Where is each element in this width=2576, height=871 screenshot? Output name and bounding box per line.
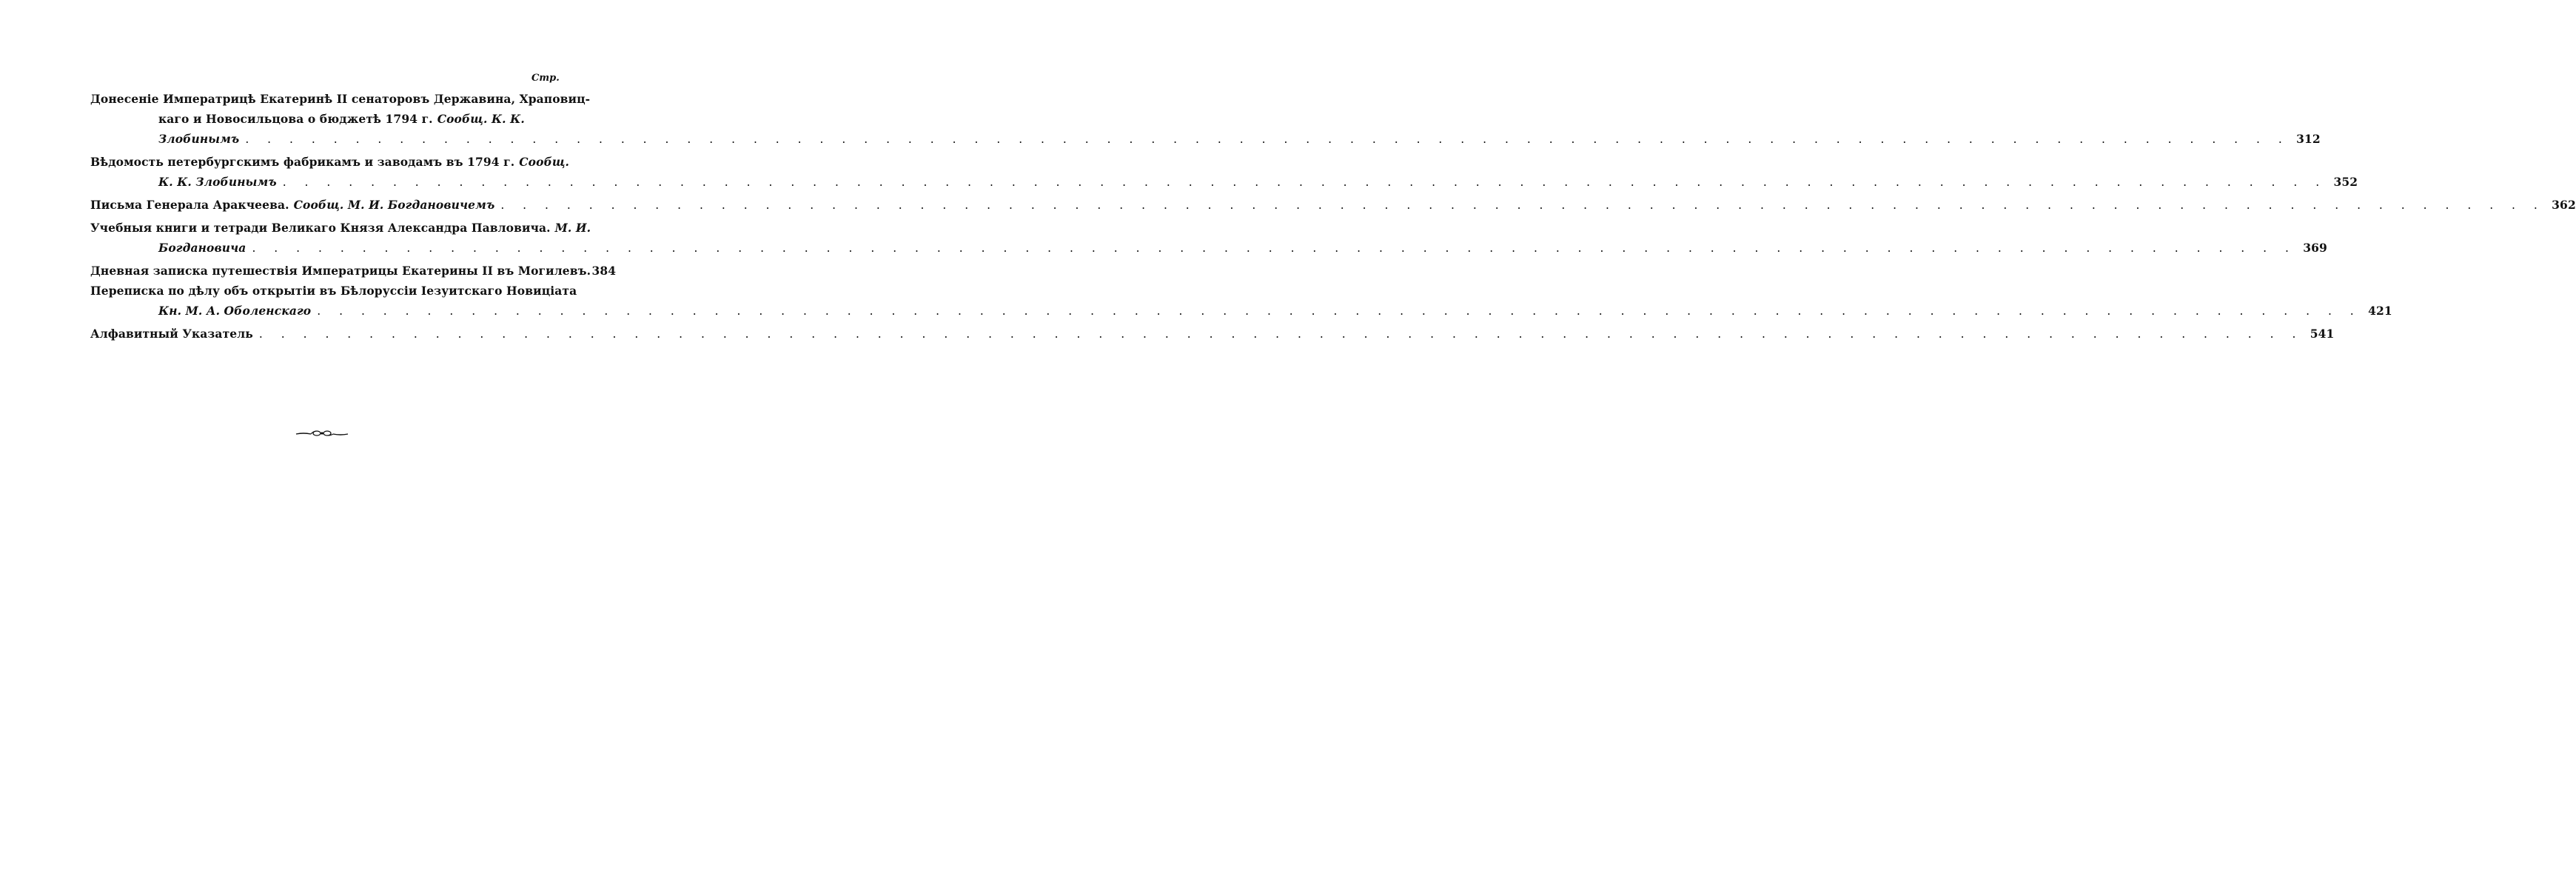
entry-source: Сообщ. М. И. Богдановичемъ	[293, 198, 495, 212]
dot-leader	[317, 301, 2361, 321]
entry-source: Злобинымъ	[158, 132, 240, 146]
entry-page-number: 312	[2296, 132, 2321, 146]
entry-source: Кн. М. А. Оболенскаго	[158, 304, 312, 318]
toc-line	[90, 324, 2335, 344]
dot-leader	[252, 238, 2296, 258]
toc-line	[90, 238, 2327, 258]
toc-line	[90, 195, 2576, 215]
entry-source: Сообщ.	[519, 155, 570, 169]
dot-leader	[283, 173, 2327, 193]
entry-title-line: Донесеніе Императрицѣ Екатеринѣ II сенаторовъ Державина, Храповиц-	[90, 92, 591, 106]
toc-entry	[90, 152, 2358, 192]
toc-line	[90, 261, 617, 281]
toc-entry	[90, 195, 2576, 215]
entry-page-number: 369	[2303, 241, 2327, 255]
toc-line	[90, 109, 557, 129]
flourish-divider-icon	[295, 428, 349, 438]
entry-source: Сообщ. К. К.	[437, 112, 525, 126]
toc-line	[90, 152, 570, 172]
entry-title-line: Переписка по дѣлу объ открытіи въ Бѣлоруссіи Іезуитскаго Новиціата	[90, 284, 577, 298]
table-of-contents	[90, 89, 2576, 344]
dot-leader	[259, 324, 2304, 344]
entry-title-line: Учебныя книги и тетради Великаго Князя Александра Павловича.	[90, 221, 551, 235]
entry-page-number: 421	[2368, 304, 2392, 318]
toc-entry	[90, 261, 617, 281]
entry-source: Богдановича	[158, 241, 246, 255]
entry-title-line: Письма Генерала Аракчеева.	[90, 198, 289, 212]
toc-line	[90, 89, 591, 109]
entry-page-number: 352	[2333, 175, 2358, 189]
entry-source: М. И.	[554, 221, 591, 235]
entry-page-number: 384	[591, 264, 617, 278]
dot-leader	[500, 196, 2545, 216]
toc-entry	[90, 89, 2321, 149]
toc-line	[90, 301, 2392, 321]
toc-entry	[90, 218, 2327, 258]
toc-line	[90, 172, 2358, 192]
entry-title-line: каго и Новосильцова о бюджетѣ 1794 г.	[158, 112, 433, 126]
toc-entry	[90, 324, 2335, 344]
entry-title-line: Алфавитный Указатель	[90, 327, 253, 341]
toc-line	[90, 281, 577, 301]
entry-source: К. К. Злобинымъ	[158, 175, 277, 189]
entry-title-line: Дневная записка путешествія Императрицы Екатерины II въ Могилевъ.	[90, 264, 591, 278]
toc-line	[90, 129, 2321, 149]
toc-entry	[90, 281, 2392, 321]
page-column-label: Стр.	[531, 73, 560, 84]
toc-line	[90, 218, 591, 238]
dot-leader	[245, 130, 2290, 150]
entry-page-number: 541	[2310, 327, 2335, 341]
entry-title-line: Вѣдомость петербургскимъ фабрикамъ и заводамъ въ 1794 г.	[90, 155, 515, 169]
entry-page-number: 362	[2552, 198, 2576, 212]
